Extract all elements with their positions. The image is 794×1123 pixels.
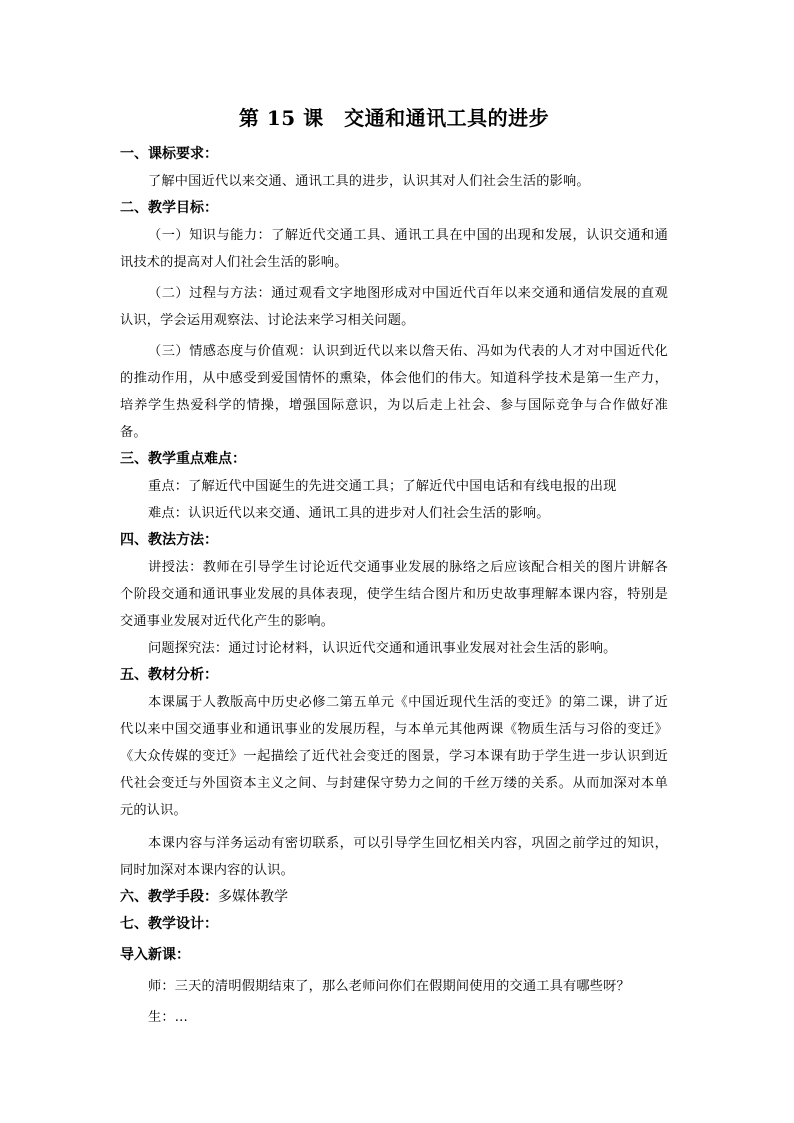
section-heading-design: 七、教学设计： (120, 916, 218, 932)
paragraph: 本课内容与洋务运动有密切联系，可以引导学生回忆相关内容，巩固之前学过的知识，同时加深对本课内容的认识。 (120, 836, 668, 878)
paragraph: 师：三天的清明假期结束了，那么老师问你们在假期间使用的交通工具有哪些呀？ (148, 979, 630, 994)
paragraph: 难点：认识近代以来交通、通讯工具的进步对人们社会生活的影响。 (148, 506, 550, 521)
section-means (120, 884, 668, 911)
paragraph: 重点：了解近代中国诞生的先进交通工具；了解近代中国电话和有线电报的出现 (148, 479, 617, 494)
paragraph: 本课属于人教版高中历史必修二第五单元《中国近现代生活的变迁》的第二课，讲了近代以来中国交通事业和通讯事业的发展历程，与本单元其他两课《物质生活与习俗的变迁》《大众传媒的变迁》一起描绘了近代社会变迁的图景，学习本课有助于学生进一步认识到近代社会变迁与外国资本主义之间、与封建保守势力之间的千丝万缕的关系。从而加深对本单元的认识。 (120, 695, 668, 818)
paragraph: （二）过程与方法：通过观看文字地图形成对中国近代百年以来交通和通信发展的直观认识，学会运用观察法、讨论法来学习相关问题。 (120, 286, 668, 328)
section-heading-intro: 导入新课： (120, 947, 190, 963)
section-heading-curriculum: 一、课标要求： (120, 146, 218, 162)
section-heading-key-points: 三、教学重点难点： (120, 451, 246, 467)
paragraph: （一）知识与能力：了解近代交通工具、通讯工具在中国的出现和发展，认识交通和通讯技术的提高对人们社会生活的影响。 (120, 228, 668, 270)
means-value: 多媒体教学 (218, 889, 288, 905)
section-heading-means: 六、教学手段： (120, 889, 218, 905)
page-title: 第 15 课 交通和通讯工具的进步 (238, 106, 550, 130)
paragraph: 了解中国近代以来交通、通讯工具的进步，认识其对人们社会生活的影响。 (148, 174, 590, 189)
paragraph: 讲授法：教师在引导学生讨论近代交通事业发展的脉络之后应该配合相关的图片讲解各个阶段交通和通讯事业发展的具体表现，使学生结合图片和历史故事理解本课内容，特别是交通事业发展对近代化产生的影响。 (120, 560, 668, 629)
document-content (120, 104, 668, 1031)
section-heading-analysis: 五、教材分析： (120, 667, 218, 683)
paragraph: 问题探究法：通过讨论材料，认识近代交通和通讯事业发展对社会生活的影响。 (148, 641, 617, 656)
section-heading-goals: 二、教学目标： (120, 200, 218, 216)
paragraph: 生：... (148, 1010, 188, 1025)
paragraph: （三）情感态度与价值观：认识到近代以来以詹天佑、冯如为代表的人才对中国近代化的推动作用，从中感受到爱国情怀的熏染，体会他们的伟大。知道科学技术是第一生产力，培养学生热爱科学的情操，增强国际意识，为以后走上社会、参与国际竞争与合作做好准备。 (120, 344, 668, 440)
section-heading-methods: 四、教法方法： (120, 532, 218, 548)
